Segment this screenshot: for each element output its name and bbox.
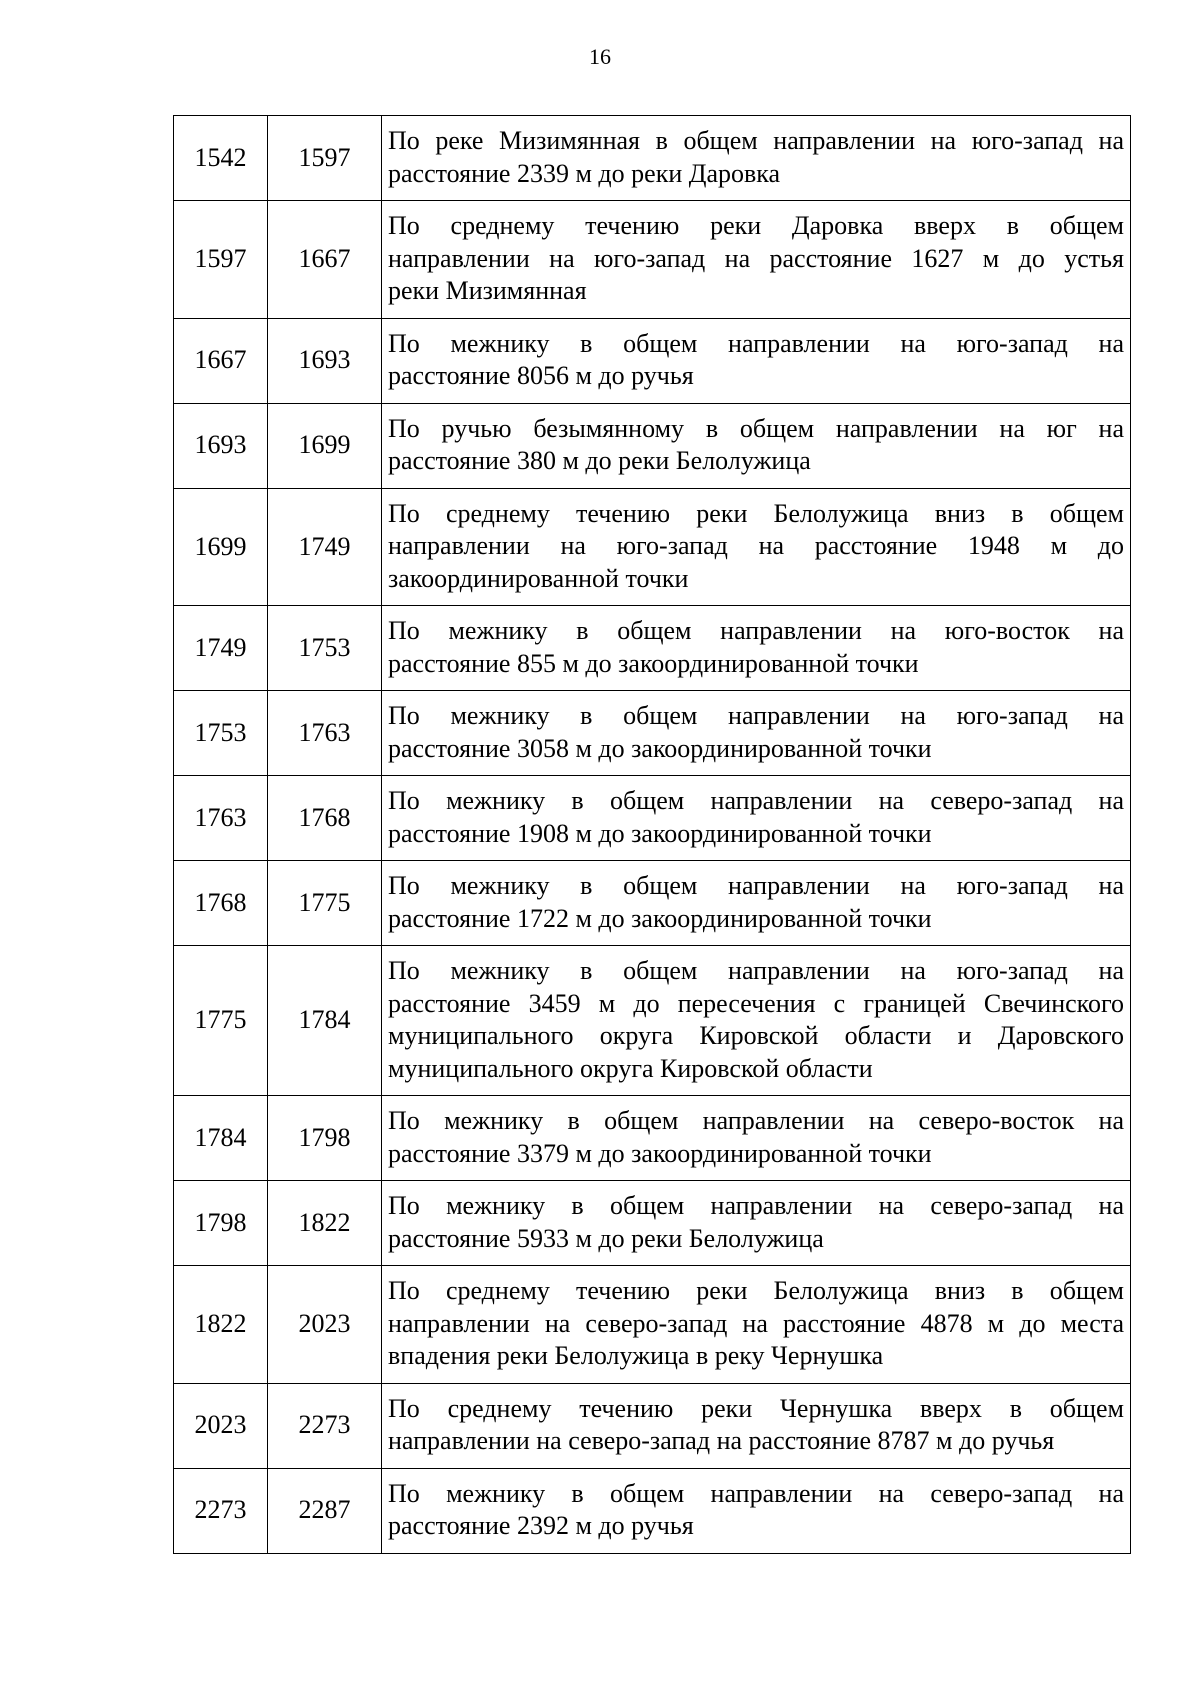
point-to-cell: 1753 [268, 606, 382, 691]
description-cell [382, 606, 1131, 691]
description-cell [382, 776, 1131, 861]
description-line: закоординированной точки [388, 563, 689, 593]
point-from-cell: 1822 [174, 1266, 268, 1384]
point-to-cell: 2023 [268, 1266, 382, 1384]
description-line: расстояние 1722 м до закоординированной точки [388, 903, 932, 933]
description-line: По среднему течению реки Даровка вверх в общем [388, 211, 1124, 240]
point-from-cell: 1798 [174, 1181, 268, 1266]
point-from-cell: 1784 [174, 1096, 268, 1181]
table-row [174, 1468, 1131, 1553]
table-row [174, 776, 1131, 861]
page-number: 16 [589, 44, 611, 69]
description-line: расстояние 8056 м до ручья [388, 361, 694, 390]
description-cell [382, 1383, 1131, 1468]
description-cell [382, 946, 1131, 1096]
point-from-cell: 1753 [174, 691, 268, 776]
description-line: направлении на северо-запад на расстояние 4878 м до места [388, 1308, 1124, 1338]
description-line: По межнику в общем направлении на юго-восток на [388, 616, 1124, 645]
description-cell [382, 488, 1131, 606]
table-row [174, 318, 1131, 403]
point-to-cell: 1699 [268, 403, 382, 488]
table-row [174, 116, 1131, 201]
point-from-cell: 2273 [174, 1468, 268, 1553]
description-line: расстояние 5933 м до реки Белолужица [388, 1223, 824, 1253]
description-cell [382, 1181, 1131, 1266]
point-to-cell: 1597 [268, 116, 382, 201]
table-row [174, 861, 1131, 946]
point-to-cell: 1798 [268, 1096, 382, 1181]
description-cell [382, 1096, 1131, 1181]
point-to-cell: 1768 [268, 776, 382, 861]
table-row [174, 1383, 1131, 1468]
point-to-cell: 1775 [268, 861, 382, 946]
description-line: По реке Мизимянная в общем направлении на юго-запад на [388, 126, 1124, 155]
point-from-cell: 1667 [174, 318, 268, 403]
table-row [174, 1181, 1131, 1266]
point-from-cell: 1763 [174, 776, 268, 861]
description-line: По межнику в общем направлении на юго-запад на [388, 871, 1124, 900]
table-row [174, 946, 1131, 1096]
table-body [174, 116, 1131, 1554]
boundary-description-table [173, 115, 1131, 1554]
description-line: По межнику в общем направлении на северо-запад на [388, 1478, 1124, 1508]
description-line: реки Мизимянная [388, 276, 587, 305]
description-line: расстояние 855 м до закоординированной точки [388, 648, 919, 678]
table-row [174, 403, 1131, 488]
point-from-cell: 1775 [174, 946, 268, 1096]
table-row [174, 201, 1131, 319]
description-line: По межнику в общем направлении на юго-запад на [388, 956, 1124, 985]
point-to-cell: 2273 [268, 1383, 382, 1468]
description-cell [382, 1266, 1131, 1384]
description-line: муниципального округа Кировской области [388, 1053, 873, 1083]
description-cell [382, 691, 1131, 776]
description-line: По ручью безымянному в общем направлении на юг на [388, 413, 1124, 443]
description-line: По межнику в общем направлении на северо-восток на [388, 1106, 1124, 1135]
description-cell [382, 403, 1131, 488]
description-line: расстояние 2392 м до ручья [388, 1511, 694, 1540]
point-from-cell: 1542 [174, 116, 268, 201]
description-line: По межнику в общем направлении на северо-запад на [388, 786, 1124, 815]
point-to-cell: 1822 [268, 1181, 382, 1266]
table-row [174, 606, 1131, 691]
description-line: По межнику в общем направлении на юго-запад на [388, 701, 1124, 730]
point-from-cell: 2023 [174, 1383, 268, 1468]
table-row [174, 1096, 1131, 1181]
table-row [174, 691, 1131, 776]
point-to-cell: 2287 [268, 1468, 382, 1553]
description-cell [382, 116, 1131, 201]
description-line: расстояние 2339 м до реки Даровка [388, 158, 781, 188]
point-from-cell: 1749 [174, 606, 268, 691]
description-line: направлении на юго-запад на расстояние 1948 м до [388, 531, 1124, 560]
description-cell [382, 861, 1131, 946]
point-to-cell: 1784 [268, 946, 382, 1096]
description-line: По среднему течению реки Белолужица вниз в общем [388, 1276, 1124, 1305]
description-line: По среднему течению реки Чернушка вверх в общем [388, 1393, 1124, 1423]
description-line: направлении на юго-запад на расстояние 1627 м до устья [388, 243, 1124, 273]
point-to-cell: 1667 [268, 201, 382, 319]
point-to-cell: 1763 [268, 691, 382, 776]
description-line: муниципального округа Кировской области и Даровского [388, 1021, 1124, 1050]
point-from-cell: 1699 [174, 488, 268, 606]
description-line: расстояние 3379 м до закоординированной точки [388, 1138, 932, 1168]
table-row [174, 1266, 1131, 1384]
description-line: направлении на северо-запад на расстояние 8787 м до ручья [388, 1426, 1055, 1455]
point-from-cell: 1597 [174, 201, 268, 319]
point-from-cell: 1768 [174, 861, 268, 946]
description-line: расстояние 3058 м до закоординированной точки [388, 733, 932, 763]
point-from-cell: 1693 [174, 403, 268, 488]
description-cell [382, 318, 1131, 403]
description-cell [382, 201, 1131, 319]
description-line: расстояние 3459 м до пересечения с границей Свечинского [388, 988, 1124, 1018]
point-to-cell: 1693 [268, 318, 382, 403]
table-row [174, 488, 1131, 606]
description-line: расстояние 1908 м до закоординированной точки [388, 818, 932, 848]
description-line: впадения реки Белолужица в реку Чернушка [388, 1341, 884, 1370]
description-cell [382, 1468, 1131, 1553]
description-line: По среднему течению реки Белолужица вниз в общем [388, 498, 1124, 528]
description-line: расстояние 380 м до реки Белолужица [388, 446, 811, 475]
description-line: По межнику в общем направлении на юго-запад на [388, 328, 1124, 358]
description-line: По межнику в общем направлении на северо-запад на [388, 1191, 1124, 1220]
point-to-cell: 1749 [268, 488, 382, 606]
